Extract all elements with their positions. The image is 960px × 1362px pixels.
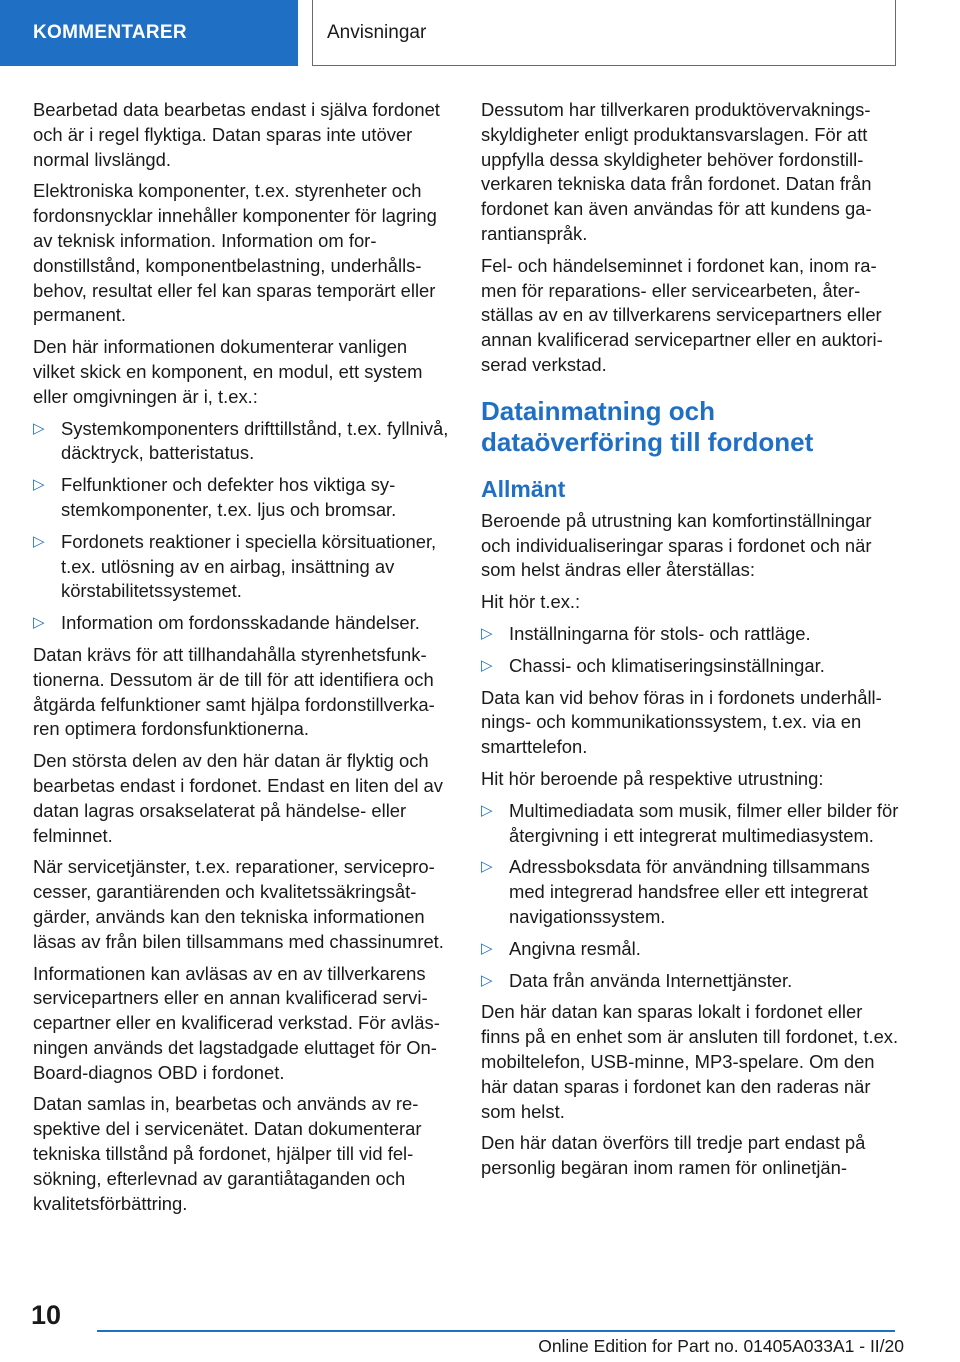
bullet-triangle-icon: ▷ (33, 419, 45, 437)
edition-note: Online Edition for Part no. 01405A033A1 - II/20 (538, 1336, 904, 1356)
paragraph: Datan krävs för att tillhandahålla styrenhetsfunktionerna. Dessutom är de till för att identifiera och åtgärda felfunktioner samt hjälpa fordonstillverkaren optimera fordonsfunktionerna. (33, 643, 435, 740)
list-item (481, 937, 899, 962)
paragraph: Beroende på utrustning kan komfortinställningar och individualiseringar sparas i fordonet och när som helst ändras eller återställas: (481, 509, 872, 581)
paragraph: Fel- och händelseminnet i fordonet kan, inom ramen för reparations- eller servicearbeten, återställas av en av tillverkarens servicepartners eller annan kvalificerad servicepartner eller en auktoriserad verkstad. (481, 254, 883, 375)
paragraph: Hit hör beroende på respektive utrustning: (481, 767, 824, 789)
paragraph: Data kan vid behov föras in i fordonets underhållnings- och kommunikationssystem, t.ex. via en smarttelefon. (481, 686, 882, 758)
paragraph: Dessutom har tillverkaren produktövervakningsskyldigheter enligt produktansvarslagen. För att uppfylla dessa skyldigheter behöver fordonstillverkaren tekniska data från fordonet. Datan från fordonet kan även användas för att kundens garantianspråk. (481, 99, 872, 244)
paragraph: Den här informationen dokumenterar vanligen vilket skick en komponent, en modul, ett system eller omgivningen är i, t.ex.: (33, 336, 423, 407)
list-item (33, 473, 451, 523)
paragraph: Bearbetad data bearbetas endast i själva fordonet och är i regel flyktiga. Datan sparas inte utöver normal livslängd. (33, 99, 440, 170)
list-item-text: Chassi- och klimatiseringsinställningar. (509, 654, 825, 676)
list-item (33, 417, 451, 467)
paragraph: När servicetjänster, t.ex. reparationer, serviceprocesser, garantiärenden och kvalitetssäkringsåtgärder, används kan den tekniska informationen läsas av från bilen tillsammans med chassinumret. (33, 856, 444, 952)
chapter-tab (0, 0, 298, 66)
list-item (481, 799, 899, 849)
bullet-triangle-icon: ▷ (481, 971, 493, 989)
list-item-text: Adressboksdata för användning tillsammans med integrerad handsfree eller ett integrerat navigationssystem. (509, 856, 870, 927)
bullet-list (33, 417, 451, 636)
list-item-text: Information om fordonsskadande händelser. (61, 612, 420, 634)
chapter-tab-label: KOMMENTARER (33, 22, 187, 43)
paragraph: Den här datan kan sparas lokalt i fordonet eller finns på en enhet som är ansluten till fordonet, t.ex. mobiltelefon, USB-minne, MP3-spelare. Om den här datan sparas i fordonet kan den raderas när som helst. (481, 1001, 899, 1122)
list-item-text: Inställningarna för stols- och rattläge. (509, 622, 811, 644)
bullet-triangle-icon: ▷ (33, 476, 45, 494)
paragraph: Den största delen av den här datan är flyktig och bearbetas endast i fordonet. Endast en liten del av datan lagras orsakselaterat på händelse- eller felminnet. (33, 750, 443, 846)
list-item-text: Angivna resmål. (509, 937, 641, 959)
page-number: 10 (31, 1300, 62, 1330)
paragraph: Informationen kan avläsas av en av tillverkarens servicepartners eller en annan kvalificerad servicepartner eller en kvalificerad verkstad. För avläsningen används det lagstadgade eluttaget för On-Board-diagnos OBD i fordonet. (33, 962, 440, 1083)
list-item (481, 654, 899, 679)
list-item (481, 855, 899, 929)
paragraph: Den här datan överförs till tredje part endast på personlig begäran inom ramen för onlinetjän- (481, 1132, 866, 1179)
bullet-triangle-icon: ▷ (33, 614, 45, 632)
right-column (481, 98, 899, 1188)
section-label: Anvisningar (327, 21, 427, 43)
left-column (33, 98, 451, 1223)
list-item-text: Multimediadata som musik, filmer eller bilder för återgivning i ett integrerat multimediasystem. (509, 799, 899, 846)
paragraph: Datan samlas in, bearbetas och används av respektive del i servicenätet. Datan dokumenterar tekniska tillstånd på fordonet, hjälper till vid felsökning, efterlevnad av garantiåtaganden och kvalitetsförbättring. (33, 1093, 422, 1214)
list-item-text: Felfunktioner och defekter hos viktiga systemkomponenter, t.ex. ljus och bromsar. (61, 474, 397, 520)
bullet-triangle-icon: ▷ (33, 532, 45, 550)
bullet-list (481, 622, 899, 679)
bullet-triangle-icon: ▷ (481, 624, 493, 642)
list-item-text: Data från använda Internettjänster. (509, 969, 793, 991)
paragraph: Hit hör t.ex.: (481, 591, 581, 613)
list-item (33, 530, 451, 604)
list-item (33, 611, 451, 636)
paragraph: Elektroniska komponenter, t.ex. styrenheter och fordonsnycklar innehåller komponenter för lagring av teknisk information. Information om fordonstillstånd, komponentbelastning, underhållsbehov, resultat eller fel kan sparas temporärt eller permanent. (33, 180, 437, 326)
list-item (481, 969, 899, 994)
section-heading: Datainmatning och dataöverföring till fordonet (481, 395, 814, 457)
bullet-triangle-icon: ▷ (481, 801, 493, 819)
list-item-text: Fordonets reaktioner i speciella körsituationer, t.ex. utlösning av en airbag, insättning av körstabilitetssystemet. (61, 530, 437, 602)
bullet-triangle-icon: ▷ (481, 656, 493, 674)
bullet-triangle-icon: ▷ (481, 858, 493, 876)
list-item-text: Systemkomponenters drifttillstånd, t.ex. fyllnivå, däcktryck, batteristatus. (61, 417, 449, 464)
bullet-triangle-icon: ▷ (481, 939, 493, 957)
page-header (0, 0, 960, 66)
footer-divider (97, 1330, 895, 1332)
subsection-heading: Allmänt (481, 475, 566, 502)
section-box (312, 0, 896, 66)
bullet-list (481, 799, 899, 994)
list-item (481, 622, 899, 647)
